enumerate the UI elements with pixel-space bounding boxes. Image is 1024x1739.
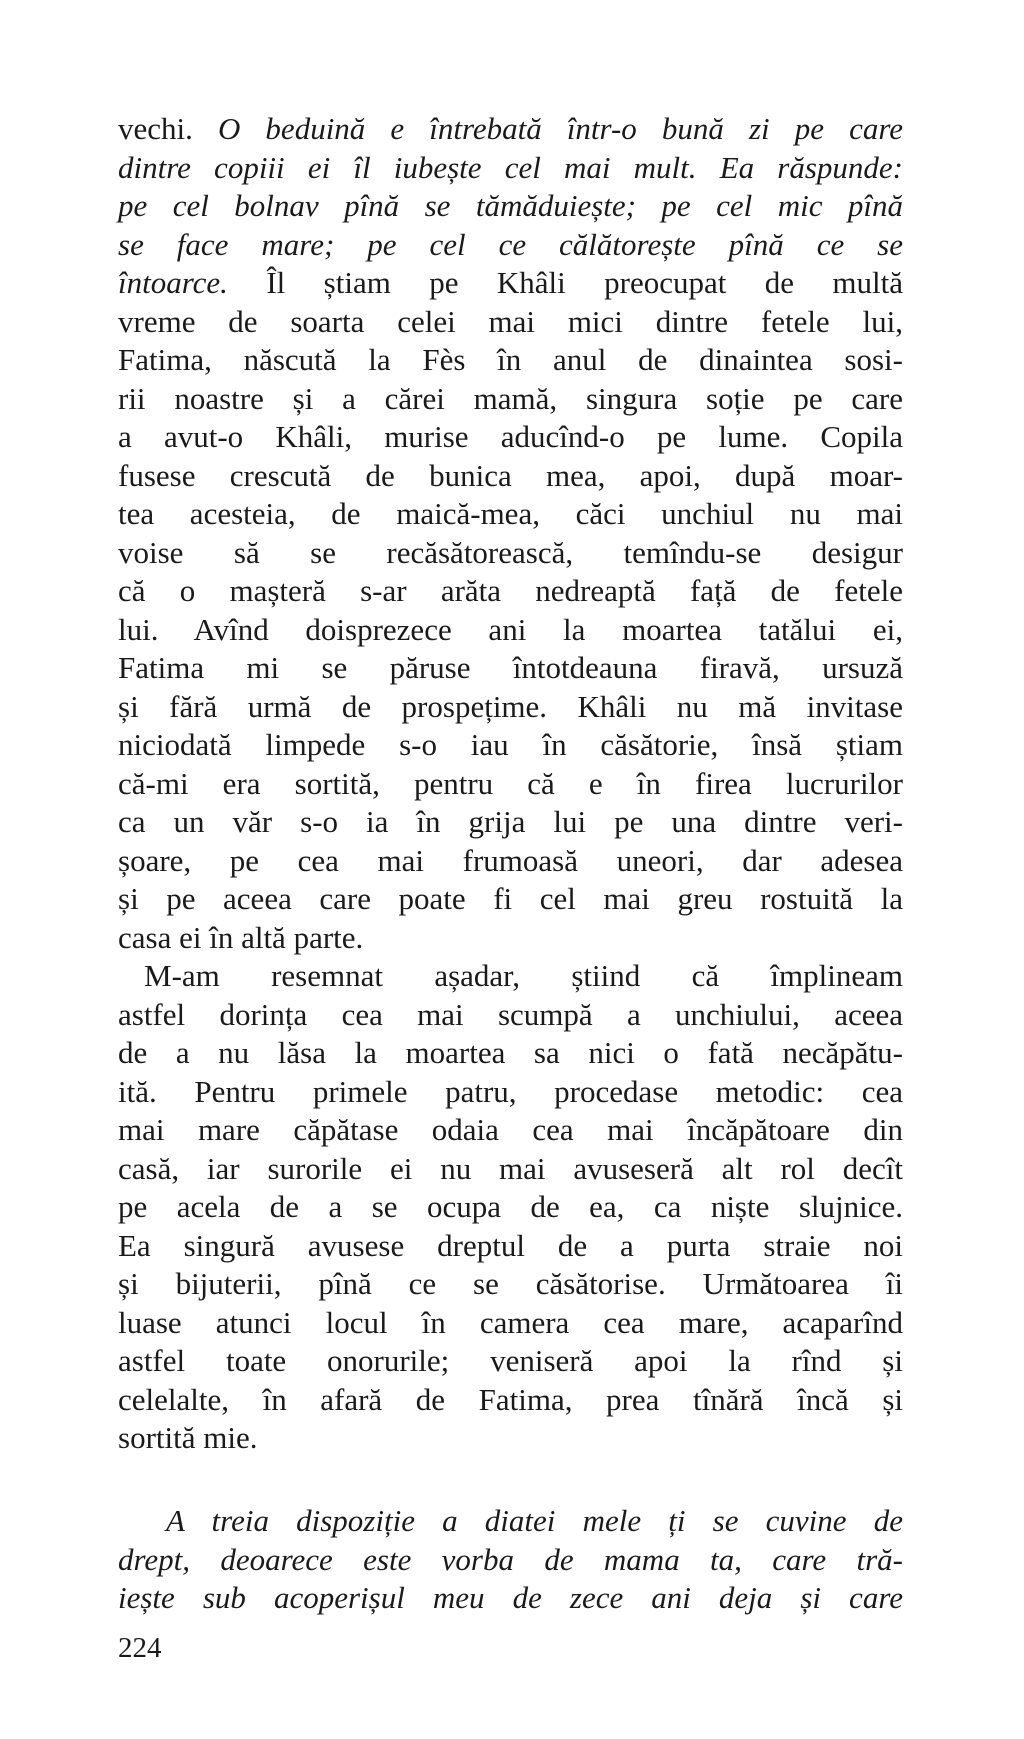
text-line bbox=[118, 726, 903, 765]
paragraph-1 bbox=[118, 110, 903, 957]
text-line bbox=[118, 110, 903, 149]
text-line bbox=[118, 842, 903, 881]
text-line bbox=[118, 996, 903, 1035]
text-line bbox=[118, 1188, 903, 1227]
text-line bbox=[118, 1381, 903, 1420]
text-line bbox=[118, 1150, 903, 1189]
body-text: astfel dorința cea mai scumpă a unchiului, aceea bbox=[118, 996, 903, 1032]
italic-text: pe cel bolnav pînă se tămăduiește; pe cel mic pînă bbox=[118, 188, 903, 223]
text-line bbox=[118, 495, 903, 534]
page-number: 224 bbox=[118, 1632, 162, 1664]
text-line bbox=[118, 264, 903, 303]
body-text: Îl știam pe Khâli preocupat de multă bbox=[227, 265, 903, 300]
text-line bbox=[118, 1111, 903, 1150]
body-text: casă, iar surorile ei nu mai avuseseră alt rol decît bbox=[118, 1150, 903, 1186]
text-line bbox=[118, 803, 903, 842]
body-text: vechi. bbox=[118, 111, 218, 146]
body-text: M-am resemnat așadar, știind că împlineam bbox=[144, 958, 903, 993]
body-text: că-mi era sortită, pentru că e în firea lucrurilor bbox=[118, 765, 903, 801]
text-line bbox=[118, 919, 903, 958]
body-text: sortită mie. bbox=[118, 1420, 258, 1455]
text-line bbox=[118, 149, 903, 188]
text-line bbox=[118, 187, 903, 226]
body-text: astfel toate onorurile; veniseră apoi la rînd și bbox=[118, 1343, 903, 1378]
body-text: rii noastre și a cărei mamă, singura soție pe care bbox=[118, 380, 903, 416]
italic-text: O beduină e întrebată într-o bună zi pe care bbox=[217, 111, 903, 146]
text-line bbox=[118, 1304, 903, 1343]
text-line bbox=[118, 688, 903, 727]
body-text: a avut-o Khâli, murise aducînd-o pe lume. Copila bbox=[118, 419, 903, 454]
text-line bbox=[118, 226, 903, 265]
body-text: Fatima, născută la Fès în anul de dinaintea sosi- bbox=[118, 342, 903, 377]
body-text: și bijuterii, pînă ce se căsătorise. Următoarea îi bbox=[118, 1266, 903, 1301]
body-text: vreme de soarta celei mai mici dintre fetele lui, bbox=[118, 303, 903, 339]
italic-text: întoarce. bbox=[118, 265, 228, 300]
body-text: ită. Pentru primele patru, procedase metodic: cea bbox=[118, 1073, 903, 1109]
text-line bbox=[118, 880, 903, 919]
paragraph-3-italic bbox=[118, 1502, 903, 1618]
body-text: pe acela de a se ocupa de ea, ca niște slujnice. bbox=[118, 1189, 903, 1224]
body-text: ca un văr s-o ia în grija lui pe una dintre veri- bbox=[118, 804, 903, 839]
text-line bbox=[118, 649, 903, 688]
text-line bbox=[118, 572, 903, 611]
text-line bbox=[118, 380, 903, 419]
text-line bbox=[118, 341, 903, 380]
body-text: niciodată limpede s-o iau în căsătorie, însă știam bbox=[118, 727, 903, 762]
body-text: lui. Avînd doisprezece ani la moartea tatălui ei, bbox=[118, 611, 903, 647]
text-line bbox=[118, 1579, 903, 1618]
text-line bbox=[118, 1342, 903, 1381]
text-line bbox=[118, 765, 903, 804]
body-text: de a nu lăsa la moartea sa nici o fată necăpătu- bbox=[118, 1035, 903, 1070]
text-line bbox=[118, 534, 903, 573]
body-text: Ea singură avusese dreptul de a purta straie noi bbox=[118, 1227, 903, 1263]
body-text: șoare, pe cea mai frumoasă uneori, dar adesea bbox=[118, 842, 903, 878]
body-text: Fatima mi se păruse întotdeauna firavă, ursuză bbox=[118, 650, 903, 685]
text-line bbox=[118, 611, 903, 650]
text-line bbox=[118, 1265, 903, 1304]
italic-text: se face mare; pe cel ce călătorește pînă ce se bbox=[118, 226, 903, 262]
body-text: casa ei în altă parte. bbox=[118, 919, 364, 955]
text-line bbox=[118, 1227, 903, 1266]
italic-text: drept, deoarece este vorba de mama ta, care tră- bbox=[118, 1541, 903, 1577]
text-line bbox=[118, 1073, 903, 1112]
body-text: fusese crescută de bunica mea, apoi, după moar- bbox=[118, 457, 903, 493]
text-line bbox=[118, 303, 903, 342]
text-line bbox=[118, 1541, 903, 1580]
text-line bbox=[118, 1502, 903, 1541]
body-text: și pe aceea care poate fi cel mai greu rostuită la bbox=[118, 881, 903, 916]
italic-text: dintre copiii ei îl iubește cel mai mult. Ea răspunde: bbox=[118, 149, 903, 185]
body-text: celelalte, în afară de Fatima, prea tînără încă și bbox=[118, 1381, 903, 1417]
body-text: mai mare căpătase odaia cea mai încăpătoare din bbox=[118, 1112, 903, 1147]
italic-text: A treia dispoziție a diatei mele ți se cuvine de bbox=[166, 1503, 903, 1538]
paragraph-2 bbox=[118, 957, 903, 1458]
body-text: că o mașteră s-ar arăta nedreaptă față de fetele bbox=[118, 573, 903, 608]
text-line bbox=[118, 1419, 903, 1458]
body-text: luase atunci locul în camera cea mare, acaparînd bbox=[118, 1304, 903, 1340]
text-line bbox=[118, 1034, 903, 1073]
italic-text: iește sub acoperișul meu de zece ani deja și care bbox=[118, 1580, 903, 1615]
text-line bbox=[118, 418, 903, 457]
body-text: și fără urmă de prospețime. Khâli nu mă invitase bbox=[118, 688, 903, 724]
text-line bbox=[118, 457, 903, 496]
body-text: tea acesteia, de maică-mea, căci unchiul nu mai bbox=[118, 496, 903, 531]
text-line bbox=[118, 957, 903, 996]
body-text: voise să se recăsătorească, temîndu-se desigur bbox=[118, 534, 903, 570]
